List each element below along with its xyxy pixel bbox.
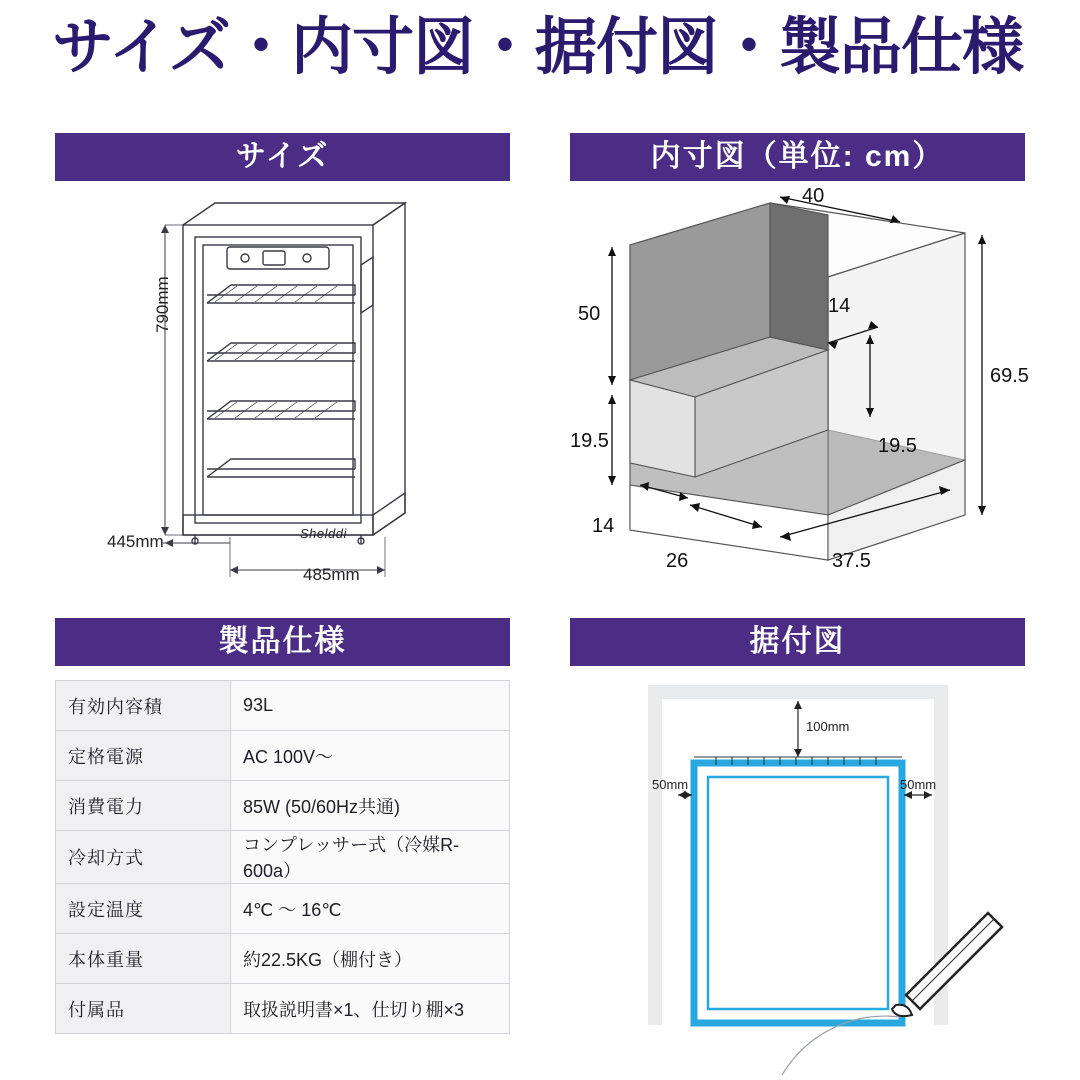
spec-key: 設定温度 (56, 884, 231, 934)
brand-logo-text: Shelddi (300, 526, 347, 541)
setup-label-right-clearance: 50mm (900, 777, 937, 792)
inner-label-bottom-side: 37.5 (832, 550, 871, 572)
size-label-width: 485mm (303, 565, 360, 584)
section-header-size: サイズ (55, 133, 510, 181)
spec-value: 取扱説明書×1、仕切り棚×3 (231, 984, 510, 1034)
table-row (56, 681, 510, 731)
spec-key: 消費電力 (56, 781, 231, 831)
inner-label-bottom-front: 26 (666, 550, 689, 572)
setup-label-left-clearance: 50mm (652, 777, 689, 792)
page-title: サイズ・内寸図・据付図・製品仕様 (52, 13, 1024, 82)
spec-key: 冷却方式 (56, 831, 231, 884)
size-diagram (55, 185, 510, 595)
size-label-height: 790mm (153, 276, 172, 333)
spec-value: AC 100V〜 (231, 731, 510, 781)
section-header-inner-dimensions: 内寸図（単位: cm） (570, 133, 1025, 181)
spec-key: 有効内容積 (56, 681, 231, 731)
spec-key: 定格電源 (56, 731, 231, 781)
section-header-installation: 据付図 (570, 618, 1025, 666)
inner-dimension-svg (570, 185, 1025, 595)
spec-value: コンプレッサー式（冷媒R-600a） (231, 831, 510, 884)
inner-label-step-depth-left: 14 (592, 515, 615, 537)
inner-label-lower-height-right: 19.5 (878, 435, 917, 457)
size-label-depth: 445mm (107, 532, 164, 551)
installation-diagram (570, 665, 1025, 1075)
table-row (56, 831, 510, 884)
section-header-specifications: 製品仕様 (55, 618, 510, 666)
table-row (56, 934, 510, 984)
table-row (56, 984, 510, 1034)
table-row (56, 884, 510, 934)
spec-value: 93L (231, 681, 510, 731)
specifications-table (55, 680, 510, 1034)
spec-value: 4℃ 〜 16℃ (231, 884, 510, 934)
inner-label-step-depth-right: 14 (828, 295, 851, 317)
spec-key: 本体重量 (56, 934, 231, 984)
installation-svg (570, 665, 1025, 1075)
inner-label-upper-height: 50 (578, 303, 601, 325)
spec-value: 約22.5KG（棚付き） (231, 934, 510, 984)
inner-label-lower-height-left: 19.5 (570, 430, 609, 452)
table-row (56, 781, 510, 831)
table-row (56, 731, 510, 781)
spec-value: 85W (50/60Hz共通) (231, 781, 510, 831)
setup-label-top-clearance: 100mm (806, 719, 850, 734)
spec-key: 付属品 (56, 984, 231, 1034)
inner-label-top-width: 40 (802, 185, 825, 207)
inner-label-total-height: 69.5 (990, 365, 1029, 387)
inner-dimension-diagram (570, 185, 1029, 595)
